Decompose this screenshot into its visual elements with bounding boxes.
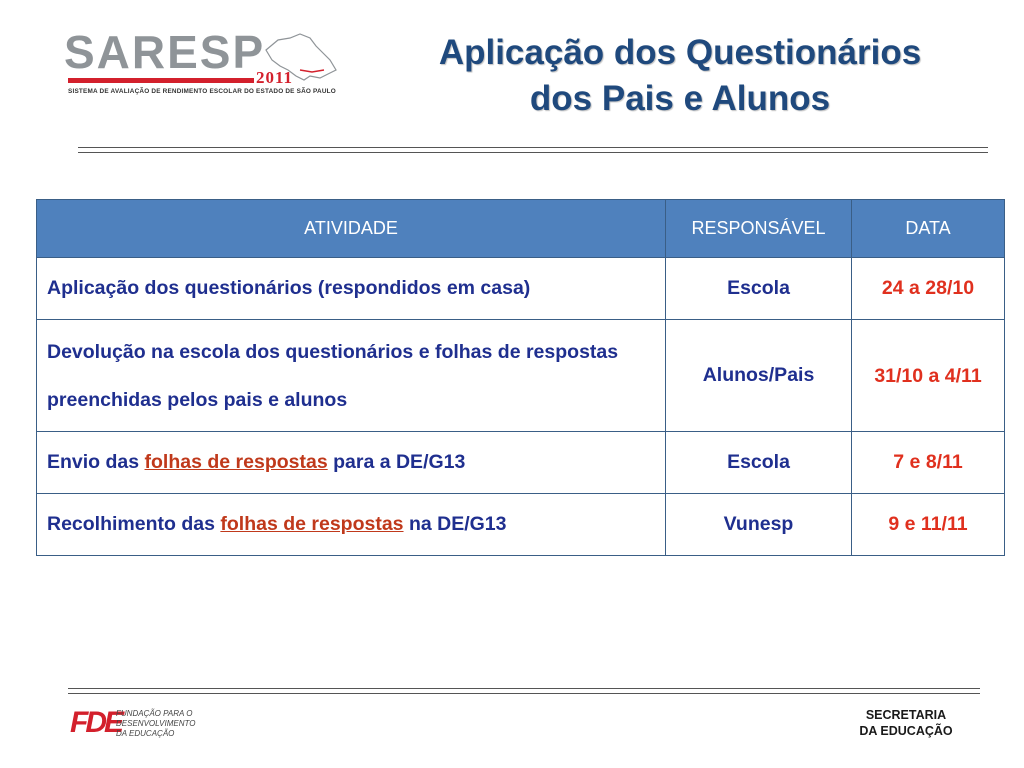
secretaria-logo xyxy=(850,707,962,739)
activity-text: para a DE/G13 xyxy=(327,451,466,473)
table-row xyxy=(37,432,1005,494)
page-title-line-2: dos Pais e Alunos xyxy=(529,79,831,118)
page-title-line-1: Aplicação dos Questionários xyxy=(438,33,922,72)
fde-tagline: FUNDAÇÃO PARA O DESENVOLVIMENTO DA EDUCAÇÃO xyxy=(116,709,196,738)
date-cell: 31/10 a 4/11 xyxy=(852,320,1005,432)
schedule-table xyxy=(36,199,1005,556)
saresp-wordmark: SARESP xyxy=(64,26,266,78)
activity-cell: Aplicação dos questionários (respondidos em casa) xyxy=(37,258,666,320)
table-header-row xyxy=(37,200,1005,258)
fde-mark: FDE xyxy=(70,706,121,739)
activity-text: Recolhimento das xyxy=(47,513,221,535)
saresp-logo xyxy=(64,28,344,102)
activity-cell: Devolução na escola dos questionários e folhas de respostas preenchidas pelos pais e alunos xyxy=(37,320,666,432)
header-divider xyxy=(78,147,988,153)
table-row xyxy=(37,494,1005,556)
responsible-cell: Alunos/Pais xyxy=(666,320,852,432)
responsible-cell: Escola xyxy=(666,258,852,320)
page-title xyxy=(370,30,990,122)
footer-divider xyxy=(68,688,980,694)
saresp-red-bar xyxy=(68,78,254,83)
header-atividade: ATIVIDADE xyxy=(37,200,666,258)
date-cell: 24 a 28/10 xyxy=(852,258,1005,320)
activity-cell xyxy=(37,494,666,556)
activity-text: na DE/G13 xyxy=(403,513,507,535)
fde-logo xyxy=(70,706,210,742)
saresp-caption: SISTEMA DE AVALIAÇÃO DE RENDIMENTO ESCOLAR DO ESTADO DE SÃO PAULO xyxy=(68,88,336,95)
activity-cell xyxy=(37,432,666,494)
date-cell: 7 e 8/11 xyxy=(852,432,1005,494)
responsible-cell: Vunesp xyxy=(666,494,852,556)
activity-text: Envio das xyxy=(47,451,145,473)
header-responsavel: RESPONSÁVEL xyxy=(666,200,852,258)
secretaria-line-1: SECRETARIA xyxy=(865,708,947,722)
saresp-year: 2011 xyxy=(256,68,294,87)
header-data: DATA xyxy=(852,200,1005,258)
table-row xyxy=(37,320,1005,432)
responsible-cell: Escola xyxy=(666,432,852,494)
sao-paulo-map-icon xyxy=(260,30,340,86)
folhas-de-respostas-link[interactable]: folhas de respostas xyxy=(220,513,404,535)
table-row xyxy=(37,258,1005,320)
folhas-de-respostas-link[interactable]: folhas de respostas xyxy=(144,451,328,473)
secretaria-line-2: DA EDUCAÇÃO xyxy=(859,724,953,738)
date-cell: 9 e 11/11 xyxy=(852,494,1005,556)
